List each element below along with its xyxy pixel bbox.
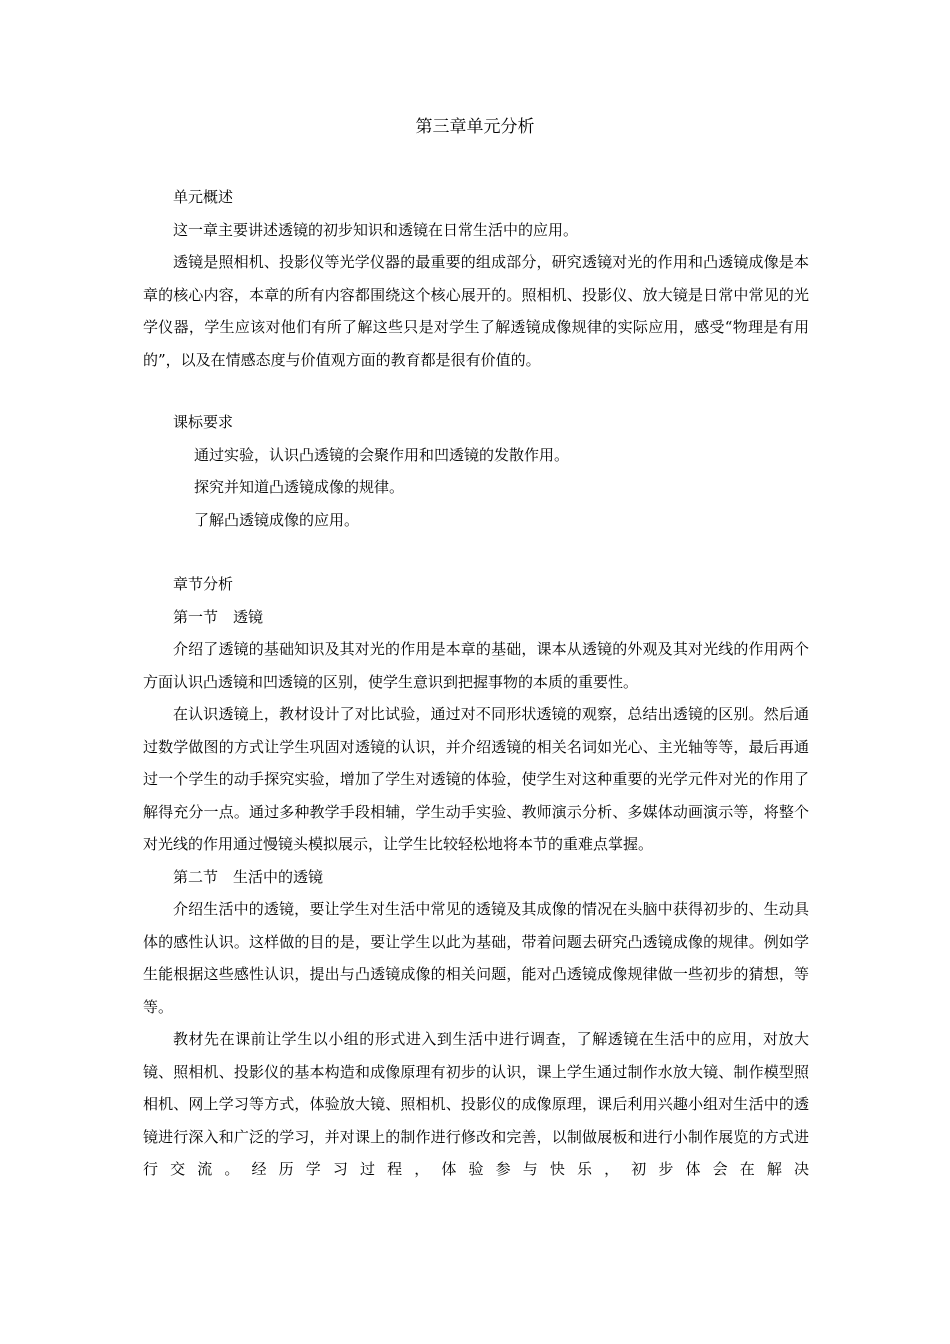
overview-paragraph-2: 透镜是照相机、投影仪等光学仪器的最重要的组成部分，研究透镜对光的作用和凸透镜成像是本章的核心内容，本章的所有内容都围绕这个核心展开的。照相机、投影仪、放大镜是日常中常见的光学仪器，学生应该对他们有所了解这些只是对学生了解透镜成像规律的实际应用，感受“物理是有用的”，以及在情感态度与价值观方面的教育都是很有价值的。 xyxy=(143,253,809,369)
curriculum-item-2: 探究并知道凸透镜成像的规律。 xyxy=(194,478,405,496)
overview-heading: 单元概述 xyxy=(173,188,234,206)
chapter-analysis-heading: 章节分析 xyxy=(173,575,234,593)
curriculum-item-1: 通过实验，认识凸透镜的会聚作用和凹透镜的发散作用。 xyxy=(194,445,570,464)
section1-title: 第一节 透镜 xyxy=(173,607,264,626)
section2-title: 第二节 生活中的透镜 xyxy=(173,867,324,886)
section2-paragraph-2: 教材先在课前让学生以小组的形式进入到生活中进行调查，了解透镜在生活中的应用，对放大镜、照相机、投影仪的基本构造和成像原理有初步的认识，课上学生通过制作水放大镜、制作模型照相机、网上学习等方式，体验放大镜、照相机、投影仪的成像原理，课后利用兴趣小组对生活中的透镜进行深入和广泛的学习，并对课上的制作进行修改和完善，以制做展板和进行小制作展览的方式进行交流。经历学习过程，体验参与快乐，初步体会在解决 xyxy=(143,1030,809,1178)
chapter-analysis-section xyxy=(143,568,809,1186)
curriculum-section xyxy=(143,406,809,536)
overview-section xyxy=(143,181,809,376)
overview-paragraph-1: 这一章主要讲述透镜的初步知识和透镜在日常生活中的应用。 xyxy=(173,220,579,239)
section1-paragraph-1: 介绍了透镜的基础知识及其对光的作用是本章的基础，课本从透镜的外观及其对光线的作用两个方面认识凸透镜和凹透镜的区别，使学生意识到把握事物的本质的重要性。 xyxy=(143,640,809,691)
curriculum-heading: 课标要求 xyxy=(173,413,234,431)
curriculum-item-3: 了解凸透镜成像的应用。 xyxy=(194,510,360,529)
section1-paragraph-2: 在认识透镜上，教材设计了对比试验，通过对不同形状透镜的观察，总结出透镜的区别。然后通过数学做图的方式让学生巩固对透镜的认识，并介绍透镜的相关名词如光心、主光轴等等，最后再通过一个学生的动手探究实验，增加了学生对透镜的体验，使学生对这种重要的光学元件对光的作用了解得充分一点。通过多种教学手段相辅，学生动手实验、教师演示分析、多媒体动画演示等，将整个对光线的作用通过慢镜头模拟展示，让学生比较轻松地将本节的重难点掌握。 xyxy=(143,705,809,853)
section2-paragraph-1: 介绍生活中的透镜，要让学生对生活中常见的透镜及其成像的情况在头脑中获得初步的、生动具体的感性认识。这样做的目的是，要让学生以此为基础，带着问题去研究凸透镜成像的规律。例如学生能根据这些感性认识，提出与凸透镜成像的相关问题，能对凸透镜成像规律做一些初步的猜想，等等。 xyxy=(143,900,809,1016)
page-title: 第三章单元分析 xyxy=(415,117,535,137)
